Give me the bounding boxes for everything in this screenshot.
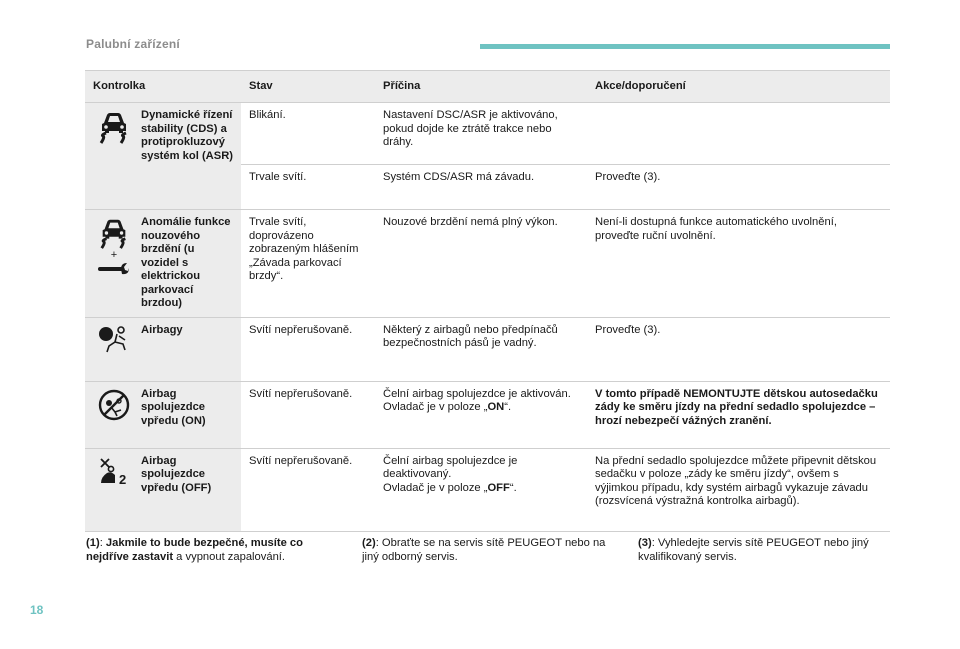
warning-text: V tomto případě NEMONTUJTE dětskou autosedačku zády ke směru jízdy na přední sedadlo spolujezdce – hrozí nebezpečí vážných zranění. (595, 387, 878, 427)
footnote-ref: (1) (86, 537, 100, 549)
table-row (85, 448, 890, 531)
lamp-name: Anomálie funkce nouzového brzdění (u vozidel s elektrickou parkovací brzdou) (141, 216, 231, 309)
action-cell: Proveďte (3). (587, 317, 890, 381)
switch-position: ON (487, 401, 505, 413)
footnote-text: : Obraťte se na servis sítě PEUGEOT nebo na jiný odborný servis. (362, 537, 606, 563)
cause-line: Čelní airbag spolujezdce je deaktivovaný. (383, 454, 518, 480)
header-accent-bar (480, 44, 890, 49)
cause-cell: Nouzové brzdění nemá plný výkon. (375, 210, 587, 318)
lamp-name: Airbag spolujezdce vpředu (OFF) (141, 454, 212, 494)
action-cell (587, 381, 890, 448)
wrench-icon (97, 261, 131, 277)
table-header-row (85, 71, 890, 103)
plus-sign: + (110, 249, 118, 261)
lamp-name: Airbag spolujezdce vpředu (ON) (141, 387, 206, 427)
column-header: Stav (241, 71, 375, 103)
column-header: Kontrolka (85, 71, 241, 103)
airbag-icon (97, 324, 131, 354)
table-row (85, 210, 890, 318)
car-skid-icon (97, 216, 131, 250)
footnote-3 (638, 536, 890, 564)
page-number: 18 (30, 603, 44, 617)
action-cell: Na přední sedadlo spolujezdce můžete připevnit dětskou sedačku v poloze „zády ke směru jízdy“, ovšem s výjimkou případu, kdy systém airbagů vykazuje závadu (rozsvícená výstražná kontrolka airbagů). (587, 448, 890, 531)
cause-line: Ovladač je v poloze „ (383, 481, 488, 494)
table-row (85, 317, 890, 381)
lamp-cell (85, 448, 241, 531)
state-cell: Svítí nepřerušovaně. (241, 317, 375, 381)
cause-line: Čelní airbag spolujezdce je aktivován. (383, 387, 571, 400)
column-header: Příčina (375, 71, 587, 103)
state-cell: Svítí nepřerušovaně. (241, 448, 375, 531)
warning-lamps-table (85, 70, 890, 532)
column-header: Akce/doporučení (587, 71, 890, 103)
lamp-cell (85, 381, 241, 448)
footnote-bold-text: Jakmile to bude bezpečné, musíte co nejdříve zastavit (86, 537, 303, 563)
footnote-1: (1): Jakmile to bude bezpečné, musíte co nejdříve zastavit a vypnout zapalování. (86, 537, 303, 563)
action-cell: Proveďte (3). (587, 165, 890, 210)
cause-cell: Systém CDS/ASR má závadu. (375, 165, 587, 210)
cause-line: Ovladač je v poloze „ (383, 401, 488, 413)
table-row (85, 103, 890, 165)
state-cell: Trvale svítí. (241, 165, 375, 210)
action-cell (587, 103, 890, 165)
section-title: Palubní zařízení (86, 37, 180, 51)
cause-cell: Některý z airbagů nebo předpínačů bezpečnostních pásů je vadný. (375, 317, 587, 381)
switch-position: OFF (487, 481, 510, 494)
footnote-ref: (2) (362, 537, 376, 549)
lamp-name: Airbagy (141, 323, 183, 336)
airbag-off-icon (97, 455, 131, 487)
state-cell: Trvale svítí, doprovázeno zobrazeným hlášením „Závada parkovací brzdy“. (241, 210, 375, 318)
state-cell: Blikání. (241, 103, 375, 165)
action-cell: Není-li dostupná funkce automatického uvolnění, proveďte ruční uvolnění. (587, 210, 890, 318)
footnote-text: a vypnout zapalování. (173, 551, 286, 563)
table-row (85, 381, 890, 448)
cause-line-end: “. (504, 401, 512, 413)
lamp-cell (85, 317, 241, 381)
footnote-2 (362, 536, 617, 564)
car-skid-icon (97, 109, 131, 145)
footnote-text: : Vyhledejte servis sítě PEUGEOT nebo jiný kvalifikovaný servis. (638, 537, 869, 563)
lamp-name: Dynamické řízení stability (CDS) a protiprokluzový systém kol (ASR) (141, 109, 234, 162)
airbag-on-icon (97, 388, 131, 422)
footnote-ref: (3) (638, 537, 652, 549)
lamp-cell (85, 103, 241, 210)
state-cell: Svítí nepřerušovaně. (241, 381, 375, 448)
cause-cell (375, 381, 587, 448)
cause-cell (375, 448, 587, 531)
svg-text:2: 2 (119, 471, 127, 487)
cause-cell: Nastavení DSC/ASR je aktivováno, pokud dojde ke ztrátě trakce nebo dráhy. (375, 103, 587, 165)
lamp-cell (85, 210, 241, 318)
cause-line-end: “. (509, 481, 517, 494)
